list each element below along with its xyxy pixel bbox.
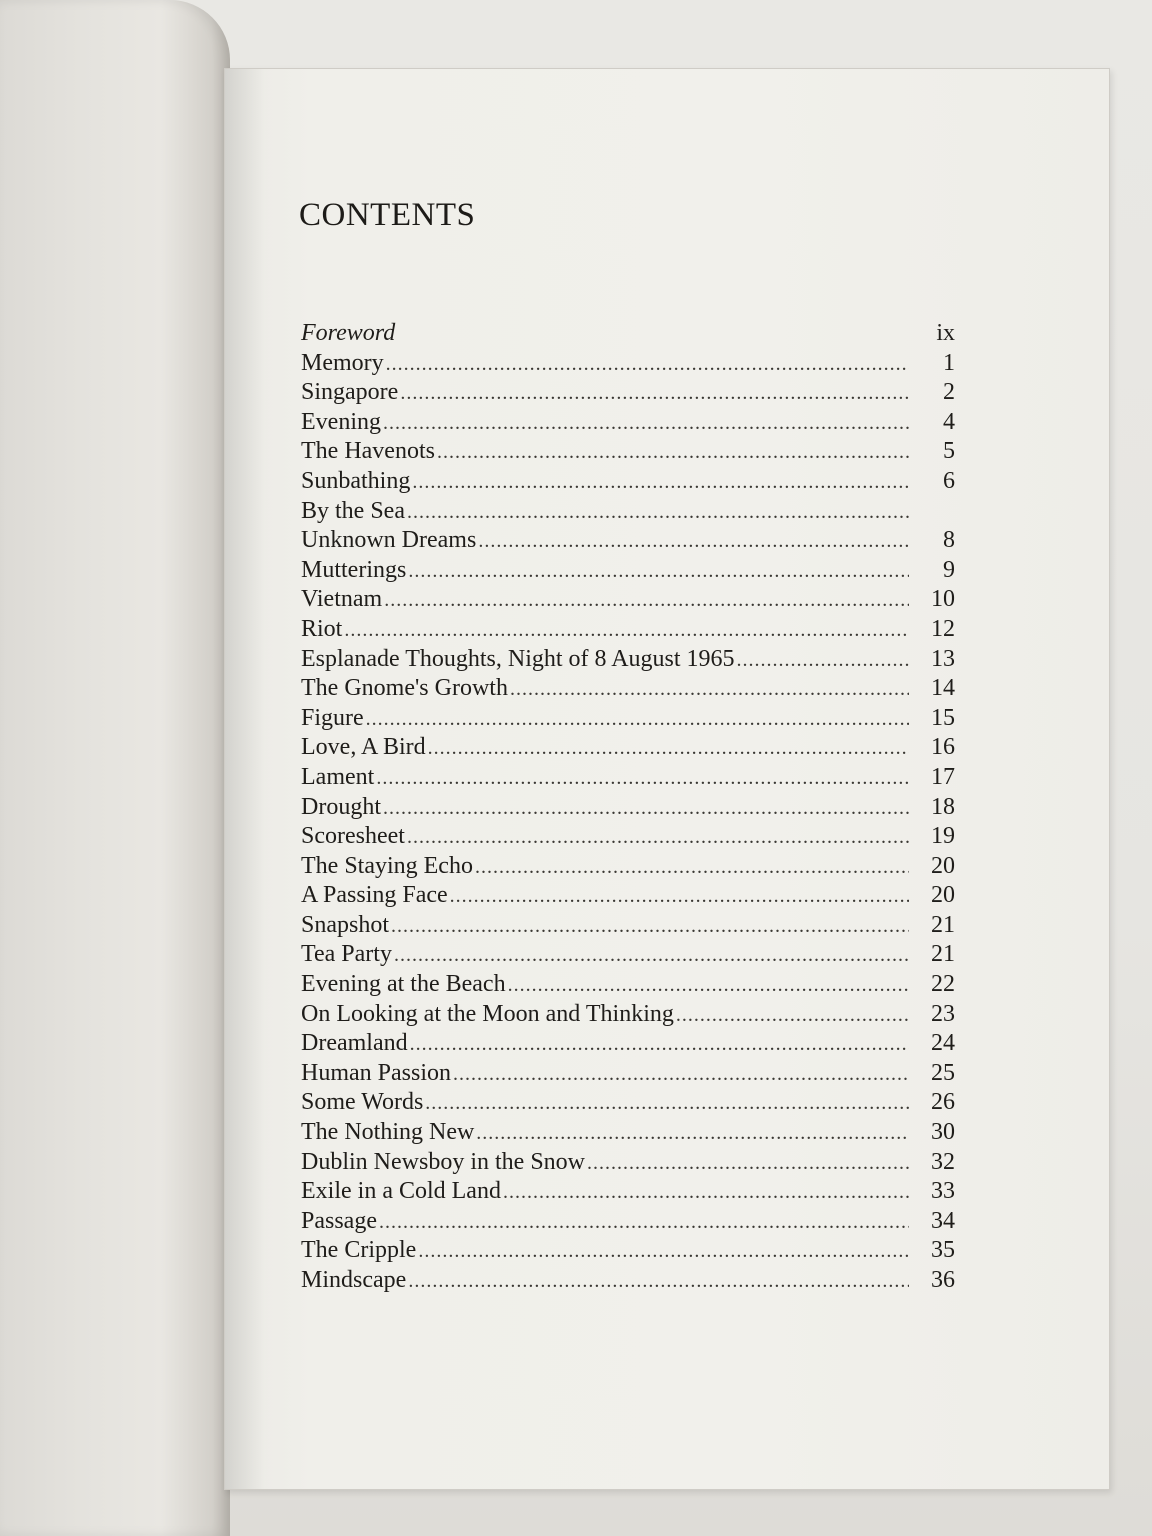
toc-leader-dots (475, 853, 909, 883)
toc-leader-dots (366, 705, 909, 735)
toc-entry-title: Mutterings (301, 556, 407, 583)
toc-entry-title: Love, A Bird (301, 734, 426, 761)
toc-leader-dots (478, 527, 909, 557)
toc-entry-title: Figure (301, 704, 364, 731)
toc-entry-page: 9 (943, 556, 955, 583)
toc-leader-dots (400, 379, 909, 409)
toc-entry (301, 822, 955, 852)
toc-entry-title: Evening at the Beach (301, 971, 506, 998)
toc-entry (301, 704, 955, 734)
toc-entry-title: Singapore (301, 379, 399, 406)
toc-entry-title: Tea Party (301, 941, 392, 968)
gutter-shadow (225, 69, 265, 1489)
toc-entry (301, 733, 955, 763)
contents-heading: CONTENTS (299, 197, 476, 233)
toc-entry-page: 2 (943, 379, 955, 406)
toc-leader-dots (383, 409, 909, 439)
toc-leader-dots (450, 882, 909, 912)
toc-entry-title: By the Sea (301, 497, 405, 524)
toc-entry-title: Drought (301, 793, 381, 820)
toc-entry-title: Snapshot (301, 911, 390, 938)
toc-entry (301, 645, 955, 675)
toc-entry (301, 467, 955, 497)
toc-entry-page: 10 (931, 586, 955, 613)
toc-leader-dots (737, 646, 909, 676)
toc-entry (301, 1266, 955, 1296)
toc-entry (301, 319, 955, 349)
toc-leader-dots (407, 498, 909, 528)
contents-page (224, 68, 1110, 1490)
toc-entry (301, 497, 955, 527)
toc-entry (301, 437, 955, 467)
toc-entry-title: Passage (301, 1207, 377, 1234)
toc-entry-page: 17 (931, 763, 955, 790)
toc-leader-dots (344, 616, 909, 646)
toc-entry-page: 20 (931, 882, 955, 909)
toc-leader-dots (428, 734, 909, 764)
toc-entry-title: Dreamland (301, 1030, 408, 1057)
toc-entry-title: The Gnome's Growth (301, 675, 508, 702)
toc-leader-dots (476, 1119, 909, 1149)
toc-entry (301, 911, 955, 941)
toc-entry-title: Esplanade Thoughts, Night of 8 August 1965 (301, 645, 735, 672)
toc-entry-page: 15 (931, 704, 955, 731)
toc-leader-dots (412, 468, 909, 498)
toc-entry (301, 1207, 955, 1237)
toc-leader-dots (503, 1178, 909, 1208)
left-page (0, 0, 230, 1536)
toc-leader-dots (508, 971, 909, 1001)
toc-leader-dots (418, 1237, 909, 1267)
toc-entry-page: 26 (931, 1089, 955, 1116)
toc-leader-dots (379, 1208, 909, 1238)
toc-leader-dots (391, 912, 909, 942)
toc-entry-title: Riot (301, 615, 343, 642)
toc-entry (301, 378, 955, 408)
toc-leader-dots (425, 1089, 909, 1119)
toc-entry-title: Foreword (301, 320, 396, 346)
toc-entry-title: Lament (301, 763, 375, 790)
toc-entry (301, 881, 955, 911)
toc-entry (301, 556, 955, 586)
toc-entry-title: Human Passion (301, 1059, 451, 1086)
toc-entry-page: ix (936, 320, 955, 346)
toc-entry-title: Mindscape (301, 1267, 407, 1293)
toc-entry (301, 1029, 955, 1059)
toc-entry (301, 1088, 955, 1118)
toc-entry (301, 1059, 955, 1089)
toc-entry-title: Vietnam (301, 586, 383, 613)
toc-entry-title: Exile in a Cold Land (301, 1178, 501, 1205)
toc-entry-title: On Looking at the Moon and Thinking (301, 1000, 674, 1027)
toc-leader-dots (408, 557, 909, 587)
toc-entry-page: 30 (931, 1119, 955, 1146)
toc-entry-page: 19 (931, 823, 955, 850)
toc-entry-page: 36 (931, 1267, 955, 1293)
toc-entry-page: 24 (931, 1030, 955, 1057)
toc-entry-page: 22 (931, 971, 955, 998)
toc-entry-page: 20 (931, 852, 955, 879)
toc-entry (301, 852, 955, 882)
toc-leader-dots (386, 350, 909, 380)
toc-entry (301, 615, 955, 645)
toc-entry (301, 763, 955, 793)
toc-leader-dots (384, 586, 909, 616)
left-page-show-through (100, 648, 108, 682)
toc-leader-dots (376, 764, 909, 794)
toc-entry (301, 349, 955, 379)
toc-entry (301, 1177, 955, 1207)
toc-entry-page: 8 (943, 527, 955, 554)
toc-leader-dots (383, 794, 909, 824)
toc-entry-page: 1 (943, 349, 955, 376)
toc-entry-title: The Havenots (301, 438, 435, 465)
toc-leader-dots (453, 1060, 909, 1090)
toc-entry (301, 408, 955, 438)
toc-entry-page: 32 (931, 1148, 955, 1175)
toc-entry (301, 970, 955, 1000)
toc-entry-page: 21 (931, 941, 955, 968)
toc-leader-dots (676, 1001, 909, 1031)
toc-entry-title: Unknown Dreams (301, 527, 477, 554)
toc-leader-dots (510, 675, 909, 705)
toc-entry-page: 5 (943, 438, 955, 465)
toc-entry-page: 21 (931, 911, 955, 938)
toc-leader-dots (587, 1149, 909, 1179)
toc-entry-page: 34 (931, 1207, 955, 1234)
toc-entry-page: 33 (931, 1178, 955, 1205)
toc-entry (301, 1000, 955, 1030)
toc-entry-page: 13 (931, 645, 955, 672)
toc-entry-page: 16 (931, 734, 955, 761)
toc-entry-page: 23 (931, 1000, 955, 1027)
toc-entry-page: 4 (943, 408, 955, 435)
toc-entry (301, 585, 955, 615)
toc-entry (301, 1118, 955, 1148)
toc-entry-title: Scoresheet (301, 823, 405, 850)
toc-entry-page: 12 (931, 615, 955, 642)
toc-entry-title: Evening (301, 408, 381, 435)
toc-entry-title: The Cripple (301, 1237, 417, 1264)
toc-entry-title: Some Words (301, 1089, 424, 1116)
toc-entry (301, 1148, 955, 1178)
toc-leader-dots (408, 1267, 909, 1297)
toc-entry-title: A Passing Face (301, 882, 448, 909)
toc-entry (301, 526, 955, 556)
toc-entry-title: Sunbathing (301, 467, 411, 494)
toc-entry (301, 793, 955, 823)
toc-leader-dots (394, 941, 909, 971)
toc-entry-title: The Staying Echo (301, 852, 473, 879)
toc-entry-page: 35 (931, 1237, 955, 1264)
table-of-contents (301, 319, 955, 1296)
toc-entry-page: 25 (931, 1059, 955, 1086)
toc-leader-dots (410, 1030, 909, 1060)
toc-entry-title: Memory (301, 349, 384, 376)
toc-entry (301, 1236, 955, 1266)
toc-entry-page: 18 (931, 793, 955, 820)
toc-leader-dots (437, 438, 909, 468)
toc-entry-page: 6 (943, 467, 955, 494)
toc-entry-title: The Nothing New (301, 1119, 475, 1146)
toc-entry-title: Dublin Newsboy in the Snow (301, 1148, 585, 1175)
toc-entry (301, 674, 955, 704)
toc-entry-page: 14 (931, 675, 955, 702)
toc-entry (301, 940, 955, 970)
toc-leader-dots (407, 823, 909, 853)
